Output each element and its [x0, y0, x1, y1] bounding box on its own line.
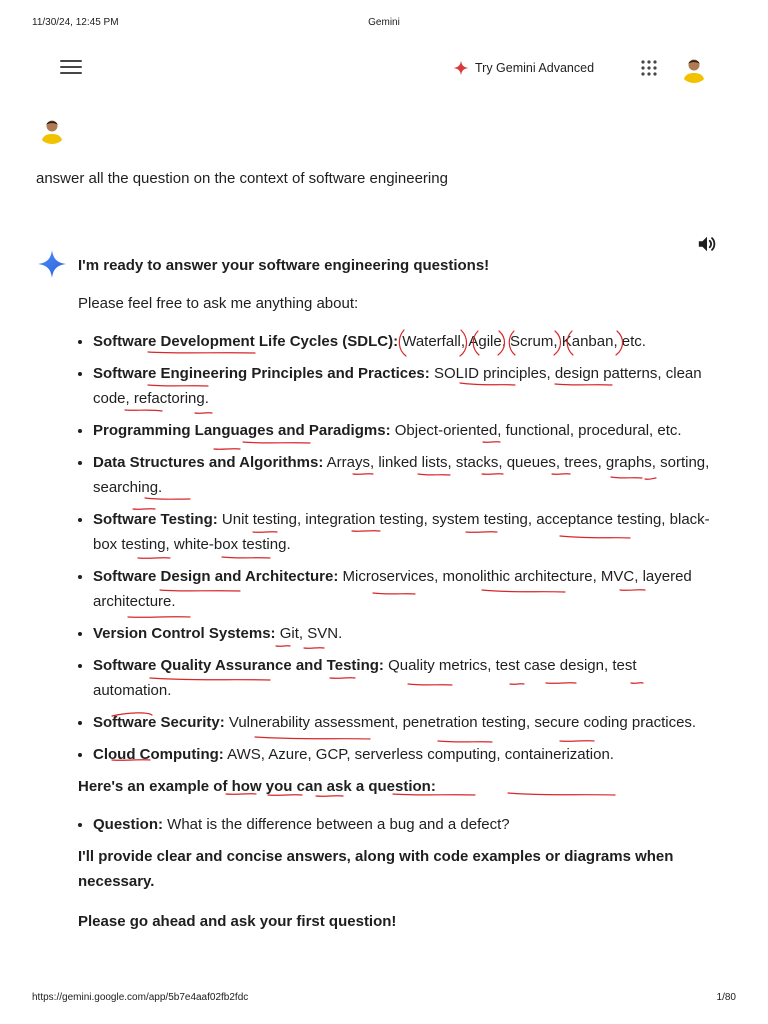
- topic-text: Quality metrics, test case design, test automation.: [93, 657, 637, 699]
- topic-label: Data Structures and Algorithms:: [93, 454, 324, 471]
- topic-label: Version Control Systems:: [93, 625, 276, 642]
- response-intro: Please feel free to ask me anything about:: [78, 295, 359, 312]
- print-page-number: 1/80: [716, 992, 736, 1003]
- topic-label: Software Engineering Principles and Practices:: [93, 365, 430, 382]
- print-datetime: 11/30/24, 12:45 PM: [32, 17, 119, 28]
- example-label: Question:: [93, 816, 163, 833]
- list-item: [93, 507, 718, 557]
- topic-text: Unit testing, integration testing, system testing, acceptance testing, black-box testing, white-box testing.: [93, 511, 710, 553]
- menu-icon-bar: [60, 66, 82, 68]
- response-heading: I'm ready to answer your software engineering questions!: [78, 257, 490, 274]
- topic-text: Object-oriented, functional, procedural, etc.: [390, 422, 682, 439]
- topic-label: Programming Languages and Paradigms:: [93, 422, 391, 439]
- topic-label: Cloud Computing:: [93, 746, 224, 763]
- list-item: [93, 450, 718, 500]
- example-text: What is the difference between a bug and a defect?: [163, 816, 510, 833]
- topic-text: Vulnerability assessment, penetration testing, secure coding practices.: [224, 714, 697, 731]
- list-item: [93, 564, 718, 614]
- topic-label: Software Quality Assurance and Testing:: [93, 657, 384, 674]
- list-item: [93, 742, 718, 767]
- list-item: [93, 418, 718, 443]
- list-item: [93, 710, 718, 735]
- user-prompt-text: answer all the question on the context of software engineering: [36, 170, 448, 187]
- menu-icon-bar: [60, 60, 82, 62]
- try-gemini-advanced-button[interactable]: [453, 58, 594, 78]
- apps-grid-icon[interactable]: [640, 59, 658, 77]
- main-menu-button[interactable]: [60, 60, 82, 76]
- topic-label: Software Security:: [93, 714, 225, 731]
- list-item: [93, 653, 718, 703]
- print-title: Gemini: [368, 17, 400, 28]
- list-item: [93, 621, 718, 646]
- response-ask: Please go ahead and ask your first question!: [78, 913, 397, 930]
- topic-text: Waterfall, Agile, Scrum, Kanban, etc.: [398, 333, 646, 350]
- topic-text: Git, SVN.: [275, 625, 343, 642]
- response-provide: I'll provide clear and concise answers, along with code examples or diagrams when necessary.: [78, 848, 674, 890]
- list-item: [93, 361, 718, 411]
- user-avatar: [37, 114, 67, 144]
- gemini-sparkle-icon: [37, 249, 67, 279]
- example-list: [78, 812, 718, 837]
- topic-label: Software Development Life Cycles (SDLC):: [93, 333, 399, 350]
- list-item: [93, 329, 718, 354]
- speaker-icon[interactable]: [696, 234, 718, 254]
- print-url: https://gemini.google.com/app/5b7e4aaf02fb2fdc: [32, 992, 249, 1003]
- topic-label: Software Design and Architecture:: [93, 568, 339, 585]
- print-footer: [32, 992, 736, 1006]
- topic-text: Microservices, monolithic architecture, MVC, layered architecture.: [93, 568, 692, 610]
- print-header: [32, 17, 736, 31]
- topic-text: Arrays, linked lists, stacks, queues, trees, graphs, sorting, searching.: [93, 454, 710, 496]
- try-gemini-advanced-label: Try Gemini Advanced: [475, 61, 595, 75]
- account-avatar[interactable]: [679, 53, 709, 83]
- topic-text: AWS, Azure, GCP, serverless computing, containerization.: [223, 746, 614, 763]
- list-item: [93, 812, 718, 837]
- example-intro: Here's an example of how you can ask a question:: [78, 778, 436, 795]
- menu-icon-bar: [60, 72, 82, 74]
- gemini-spark-icon: [453, 60, 469, 76]
- model-response: [78, 253, 718, 934]
- topics-list: [78, 329, 718, 767]
- topic-text: SOLID principles, design patterns, clean code, refactoring.: [93, 365, 702, 407]
- topic-label: Software Testing:: [93, 511, 218, 528]
- top-bar: [0, 50, 768, 86]
